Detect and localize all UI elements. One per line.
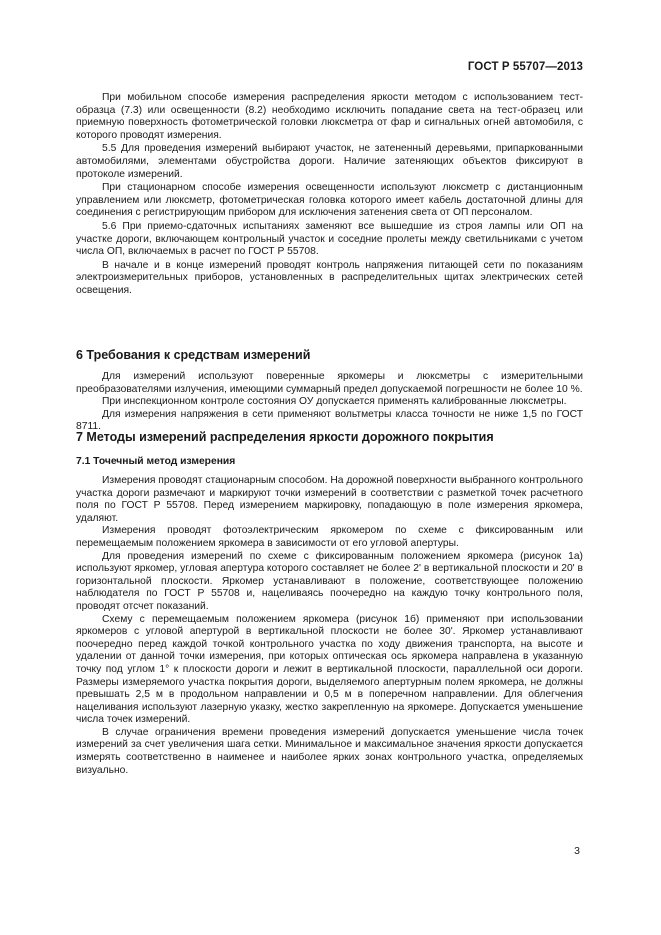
document-header: ГОСТ Р 55707—2013 — [467, 61, 583, 73]
paragraph: Схему с перемещаемым положением яркомера (рисунок 1б) применяют при использовании яркомеров с угловой апертурой в вертикальной плоскости не более 30'. Яркомер устанавливают поочередно перед каждой точкой контрольного участка по ходу движения транспорта, на высоте и удалении от данной точки измерения, при которых оптическая ось яркомера направлена в указанную точку под углом 1° к плоскости дороги и лежит в вертикальной плоскости, параллельной оси дороги. Размеры измеряемого участка покрытия дороги, выделяемого апертурным полем яркомера, не должны превышать 2,5 м в продольном направлении и 0,5 м в поперечном направлении. Для облегчения нацеливания используют лазерную указку, жестко закрепленную на яркомере. Допускается уменьшение числа точек измерений. — [76, 613, 583, 726]
paragraph: Измерения проводят стационарным способом. На дорожной поверхности выбранного контрольного участка дороги размечают и маркируют точки измерений в соответствии с разметкой точек расчетного поля по ГОСТ Р 55708. Перед измерением маркировку, попадающую в поле измерения яркомера, удаляют. — [76, 475, 583, 524]
paragraph: 5.6 При приемо-сдаточных испытаниях заменяют все вышедшие из строя лампы или ОП на участке дороги, включающем контрольный участок и соседние пролеты между светильниками с учетом числа ОП, включаемых в расчет по ГОСТ Р 55708. — [76, 220, 583, 258]
paragraph: Для измерения напряжения в сети применяют вольтметры класса точности не ниже 1,5 по ГОСТ 8711. — [76, 408, 583, 433]
paragraph: 5.5 Для проведения измерений выбирают участок, не затененный деревьями, припаркованными автомобилями, элементами обустройства дороги. Наличие затеняющих объектов фиксируют в протоколе измерений. — [76, 143, 583, 180]
page-number: 3 — [574, 845, 580, 857]
paragraph: При мобильном способе измерения распределения яркости методом с использованием тест-образца (7.3) или освещенности (8.2) необходимо исключить попадание света на тест-образец или приемную поверхность фотометрической головки люксметра от фар и сигнальных огней автомобиля, с которого проводят измерения. — [76, 92, 583, 141]
subsection-7-1-heading: 7.1 Точечный метод измерения — [76, 456, 236, 467]
section-6-heading: 6 Требования к средствам измерений — [76, 348, 311, 362]
paragraph: При инспекционном контроле состояния ОУ допускается применять калиброванные люксметры. — [102, 396, 567, 408]
section-5-continuation — [76, 92, 583, 299]
paragraph: В случае ограничения времени проведения измерений допускается уменьшение числа точек измерений за счет увеличения шага сетки. Минимальное и максимальное значения яркости допускается измерять соответственно в наименее и наиболее ярких зонах контрольного участка, определяемых визуально. — [76, 726, 583, 776]
paragraph: Для проведения измерений по схеме с фиксированным положением яркомера (рисунок 1а) используют яркомер, угловая апертура которого составляет не более 2' в вертикальной плоскости и 20' в горизонтальной плоскости. Яркомер устанавливают в положение, соответствующее положению наблюдателя по ГОСТ Р 55708 и, нацеливаясь поочередно на каждую точку контрольного поля, проводят отсчет показаний. — [76, 550, 583, 612]
paragraph: Измерения проводят фотоэлектрическим яркомером по схеме с фиксированным или перемещаемым положением яркомера в зависимости от его угловой апертуры. — [76, 525, 583, 549]
paragraph: При стационарном способе измерения освещенности используют люксметр с дистанционным управлением или люксметр, фотометрическая головка которого имеет кабель достаточной длины для соединения с регистрирующим прибором для исключения затенения света от ОП персоналом. — [76, 182, 583, 219]
section-7-body — [76, 475, 583, 777]
paragraph: В начале и в конце измерений проводят контроль напряжения питающей сети по показаниям электроизмерительных приборов, установленных в распределительных щитах электрических сетей освещения. — [76, 259, 583, 296]
section-6-body — [76, 371, 583, 434]
section-7-heading: 7 Методы измерений распределения яркости дорожного покрытия — [76, 430, 494, 444]
paragraph: Для измерений используют поверенные яркомеры и люксметры с измерительными преобразователями излучения, имеющими суммарный предел допускаемой погрешности не более 10 %. — [76, 371, 583, 395]
